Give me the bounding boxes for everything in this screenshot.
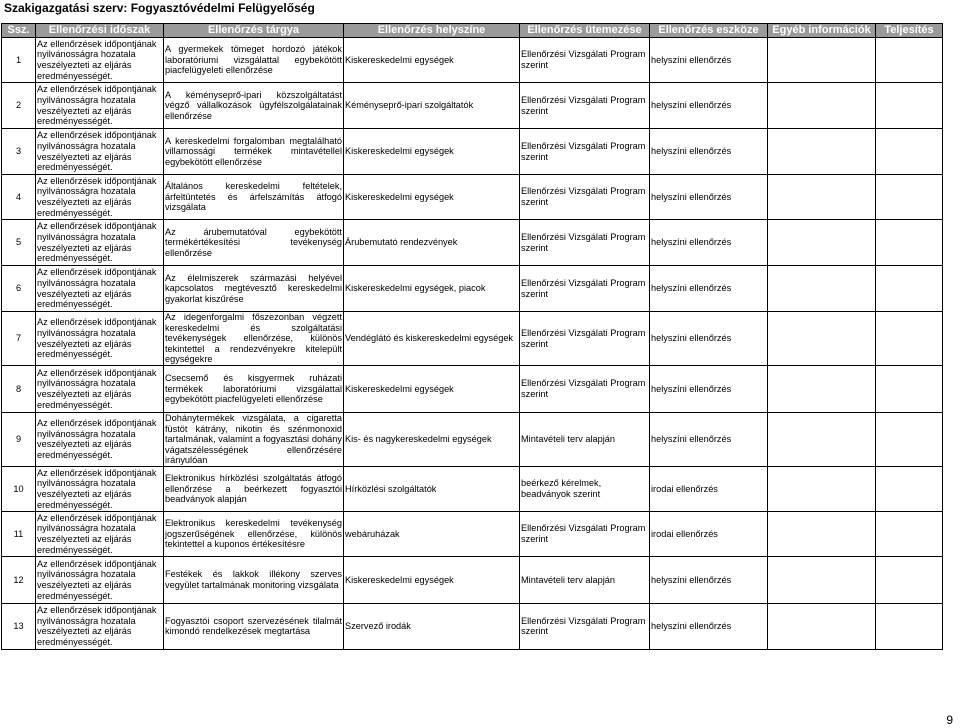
table-row xyxy=(2,603,943,649)
inspection-place: Árubemutató rendezvények xyxy=(344,220,520,266)
inspection-schedule: Ellenőrzési Vizsgálati Program szerint xyxy=(520,312,650,366)
inspection-tool: helyszíni ellenőrzés xyxy=(650,220,768,266)
column-header-schedule: Ellenőrzés ütemezése xyxy=(520,24,650,38)
other-info xyxy=(768,413,876,467)
completion xyxy=(876,266,943,312)
other-info xyxy=(768,366,876,413)
table-row xyxy=(2,175,943,220)
other-info xyxy=(768,511,876,556)
row-number: 12 xyxy=(2,556,36,603)
inspection-place: Hírközlési szolgáltatók xyxy=(344,466,520,511)
inspection-schedule: Ellenőrzési Vizsgálati Program szerint xyxy=(520,175,650,220)
inspection-period: Az ellenőrzések időpontjának nyilvánosságra hozatala veszélyezteti az eljárás eredményességét. xyxy=(36,603,164,649)
completion xyxy=(876,129,943,175)
page-heading: Szakigazgatási szerv: Fogyasztóvédelmi Felügyelőség xyxy=(4,1,315,15)
table-header-row xyxy=(2,24,943,38)
row-number: 3 xyxy=(2,129,36,175)
inspection-tool: helyszíni ellenőrzés xyxy=(650,603,768,649)
table-row xyxy=(2,511,943,556)
other-info xyxy=(768,556,876,603)
completion xyxy=(876,312,943,366)
completion xyxy=(876,556,943,603)
inspection-place: Szervező irodák xyxy=(344,603,520,649)
inspection-tool: helyszíni ellenőrzés xyxy=(650,413,768,467)
inspection-period: Az ellenőrzések időpontjának nyilvánosságra hozatala veszélyezteti az eljárás eredményességét. xyxy=(36,413,164,467)
inspection-schedule: Ellenőrzési Vizsgálati Program szerint xyxy=(520,38,650,83)
inspection-period: Az ellenőrzések időpontjának nyilvánosságra hozatala veszélyezteti az eljárás eredményességét. xyxy=(36,175,164,220)
inspection-schedule: Ellenőrzési Vizsgálati Program szerint xyxy=(520,366,650,413)
inspection-subject: Dohánytermékek vizsgálata, a cigaretta füstöt kátrány, nikotin és szénmonoxid tartalmának, valamint a fogyasztási dohány vágatszélességének ellenőrzésére irányulóan xyxy=(165,413,342,466)
table-row xyxy=(2,466,943,511)
inspection-table xyxy=(1,23,943,650)
completion xyxy=(876,511,943,556)
table-row xyxy=(2,312,943,366)
inspection-period: Az ellenőrzések időpontjának nyilvánosságra hozatala veszélyezteti az eljárás eredményességét. xyxy=(36,266,164,312)
table-row xyxy=(2,220,943,266)
completion xyxy=(876,366,943,413)
row-number: 5 xyxy=(2,220,36,266)
inspection-schedule: Mintavételi terv alapján xyxy=(520,556,650,603)
table-row xyxy=(2,413,943,467)
inspection-schedule: beérkező kérelmek, beadványok szerint xyxy=(520,466,650,511)
inspection-subject: A kéményseprő-ipari közszolgáltatást végző vállalkozások ügyfélszolgálatainak ellenőrzése xyxy=(164,83,344,129)
other-info xyxy=(768,312,876,366)
inspection-period: Az ellenőrzések időpontjának nyilvánosságra hozatala veszélyezteti az eljárás eredményességét. xyxy=(36,38,164,83)
inspection-tool: irodai ellenőrzés xyxy=(650,511,768,556)
inspection-place: Kiskereskedelmi egységek xyxy=(344,556,520,603)
inspection-place: Kiskereskedelmi egységek xyxy=(344,366,520,413)
row-number: 13 xyxy=(2,603,36,649)
table-row xyxy=(2,83,943,129)
inspection-tool: helyszíni ellenőrzés xyxy=(650,38,768,83)
inspection-tool: helyszíni ellenőrzés xyxy=(650,556,768,603)
page-number: 9 xyxy=(946,713,953,727)
inspection-tool: helyszíni ellenőrzés xyxy=(650,366,768,413)
row-number: 4 xyxy=(2,175,36,220)
inspection-subject: Elektronikus kereskedelmi tevékenység jogszerűségének ellenőrzése, különös tekintettel a kuponos értékesítésre xyxy=(164,511,344,556)
inspection-subject: Csecsemő és kisgyermek ruházati termékek laboratóriumi vizsgálattal egybekötött piacfelügyeleti ellenőrzése xyxy=(164,366,344,413)
completion xyxy=(876,413,943,467)
other-info xyxy=(768,175,876,220)
inspection-schedule: Mintavételi terv alapján xyxy=(520,413,650,467)
row-number: 9 xyxy=(2,413,36,467)
inspection-subject: Festékek és lakkok illékony szerves vegyület tartalmának monitoring vizsgálata xyxy=(164,556,344,603)
column-header-tool: Ellenőrzés eszköze xyxy=(650,24,768,38)
inspection-subject: A kereskedelmi forgalomban megtalálható villamossági termékek mintavétellel egybekötött ellenőrzése xyxy=(164,129,344,175)
inspection-schedule: Ellenőrzési Vizsgálati Program szerint xyxy=(520,129,650,175)
column-header-subject: Ellenőrzés tárgya xyxy=(164,24,344,38)
inspection-place: Kéményseprő-ipari szolgáltatók xyxy=(344,83,520,129)
inspection-schedule: Ellenőrzési Vizsgálati Program szerint xyxy=(520,83,650,129)
row-number: 6 xyxy=(2,266,36,312)
inspection-subject: Az idegenforgalmi főszezonban végzett kereskedelmi és szolgáltatási tevékenységek ellenőrzése, különös tekintettel a rendezvényekre kitelepült egységekre xyxy=(165,312,342,365)
table-row xyxy=(2,266,943,312)
column-header-index: Ssz. xyxy=(2,24,36,38)
inspection-schedule: Ellenőrzési Vizsgálati Program szerint xyxy=(520,603,650,649)
inspection-period: Az ellenőrzések időpontjának nyilvánosságra hozatala veszélyezteti az eljárás eredményességét. xyxy=(36,312,164,366)
inspection-schedule: Ellenőrzési Vizsgálati Program szerint xyxy=(520,511,650,556)
column-header-other-info: Egyéb információk xyxy=(768,24,876,38)
completion xyxy=(876,175,943,220)
inspection-period: Az ellenőrzések időpontjának nyilvánosságra hozatala veszélyezteti az eljárás eredményességét. xyxy=(36,220,164,266)
row-number: 8 xyxy=(2,366,36,413)
column-header-place: Ellenőrzés helyszíne xyxy=(344,24,520,38)
completion xyxy=(876,38,943,83)
completion xyxy=(876,220,943,266)
inspection-place: webáruházak xyxy=(344,511,520,556)
inspection-period: Az ellenőrzések időpontjának nyilvánosságra hozatala veszélyezteti az eljárás eredményességét. xyxy=(36,466,164,511)
row-number: 11 xyxy=(2,511,36,556)
other-info xyxy=(768,466,876,511)
table-row xyxy=(2,366,943,413)
inspection-place: Kis- és nagykereskedelmi egységek xyxy=(344,413,520,467)
inspection-period: Az ellenőrzések időpontjának nyilvánosságra hozatala veszélyezteti az eljárás eredményességét. xyxy=(36,556,164,603)
inspection-tool: helyszíni ellenőrzés xyxy=(650,266,768,312)
inspection-tool: helyszíni ellenőrzés xyxy=(650,129,768,175)
inspection-subject: Fogyasztói csoport szervezésének tilalmát kimondó rendelkezések megtartása xyxy=(164,603,344,649)
other-info xyxy=(768,603,876,649)
other-info xyxy=(768,220,876,266)
inspection-subject: A gyermekek tömeget hordozó játékok laboratóriumi vizsgálattal egybekötött piacfelügyeleti ellenőrzése xyxy=(164,38,344,83)
inspection-tool: helyszíni ellenőrzés xyxy=(650,312,768,366)
row-number: 10 xyxy=(2,466,36,511)
inspection-tool: helyszíni ellenőrzés xyxy=(650,83,768,129)
completion xyxy=(876,466,943,511)
completion xyxy=(876,603,943,649)
row-number: 7 xyxy=(2,312,36,366)
completion xyxy=(876,83,943,129)
column-header-completion: Teljesítés xyxy=(876,24,943,38)
inspection-schedule: Ellenőrzési Vizsgálati Program szerint xyxy=(520,220,650,266)
inspection-subject: Általános kereskedelmi feltételek, árfeltüntetés és árfelszámítás átfogó vizsgálata xyxy=(164,175,344,220)
inspection-tool: helyszíni ellenőrzés xyxy=(650,175,768,220)
column-header-period: Ellenőrzési időszak xyxy=(36,24,164,38)
inspection-subject: Az árubemutatóval egybekötött termékértékesítési tevékenység ellenőrzése xyxy=(164,220,344,266)
table-row xyxy=(2,556,943,603)
inspection-subject: Elektronikus hírközlési szolgáltatás átfogó ellenőrzése a beérkezett fogyasztói beadványok alapján xyxy=(164,466,344,511)
other-info xyxy=(768,266,876,312)
row-number: 2 xyxy=(2,83,36,129)
inspection-place: Kiskereskedelmi egységek xyxy=(344,38,520,83)
inspection-period: Az ellenőrzések időpontjának nyilvánosságra hozatala veszélyezteti az eljárás eredményességét. xyxy=(36,366,164,413)
inspection-schedule: Ellenőrzési Vizsgálati Program szerint xyxy=(520,266,650,312)
inspection-place: Kiskereskedelmi egységek xyxy=(344,175,520,220)
table-row xyxy=(2,129,943,175)
inspection-period: Az ellenőrzések időpontjának nyilvánosságra hozatala veszélyezteti az eljárás eredményességét. xyxy=(36,83,164,129)
table-body xyxy=(2,38,943,650)
inspection-subject: Az élelmiszerek származási helyével kapcsolatos megtévesztő kereskedelmi gyakorlat kiszűrése xyxy=(164,266,344,312)
inspection-period: Az ellenőrzések időpontjának nyilvánosságra hozatala veszélyezteti az eljárás eredményességét. xyxy=(36,511,164,556)
inspection-place: Kiskereskedelmi egységek, piacok xyxy=(344,266,520,312)
other-info xyxy=(768,38,876,83)
row-number: 1 xyxy=(2,38,36,83)
inspection-tool: irodai ellenőrzés xyxy=(650,466,768,511)
inspection-period: Az ellenőrzések időpontjának nyilvánosságra hozatala veszélyezteti az eljárás eredményességét. xyxy=(36,129,164,175)
other-info xyxy=(768,83,876,129)
inspection-place: Kiskereskedelmi egységek xyxy=(344,129,520,175)
inspection-place: Vendéglátó és kiskereskedelmi egységek xyxy=(344,312,520,366)
table-row xyxy=(2,38,943,83)
other-info xyxy=(768,129,876,175)
